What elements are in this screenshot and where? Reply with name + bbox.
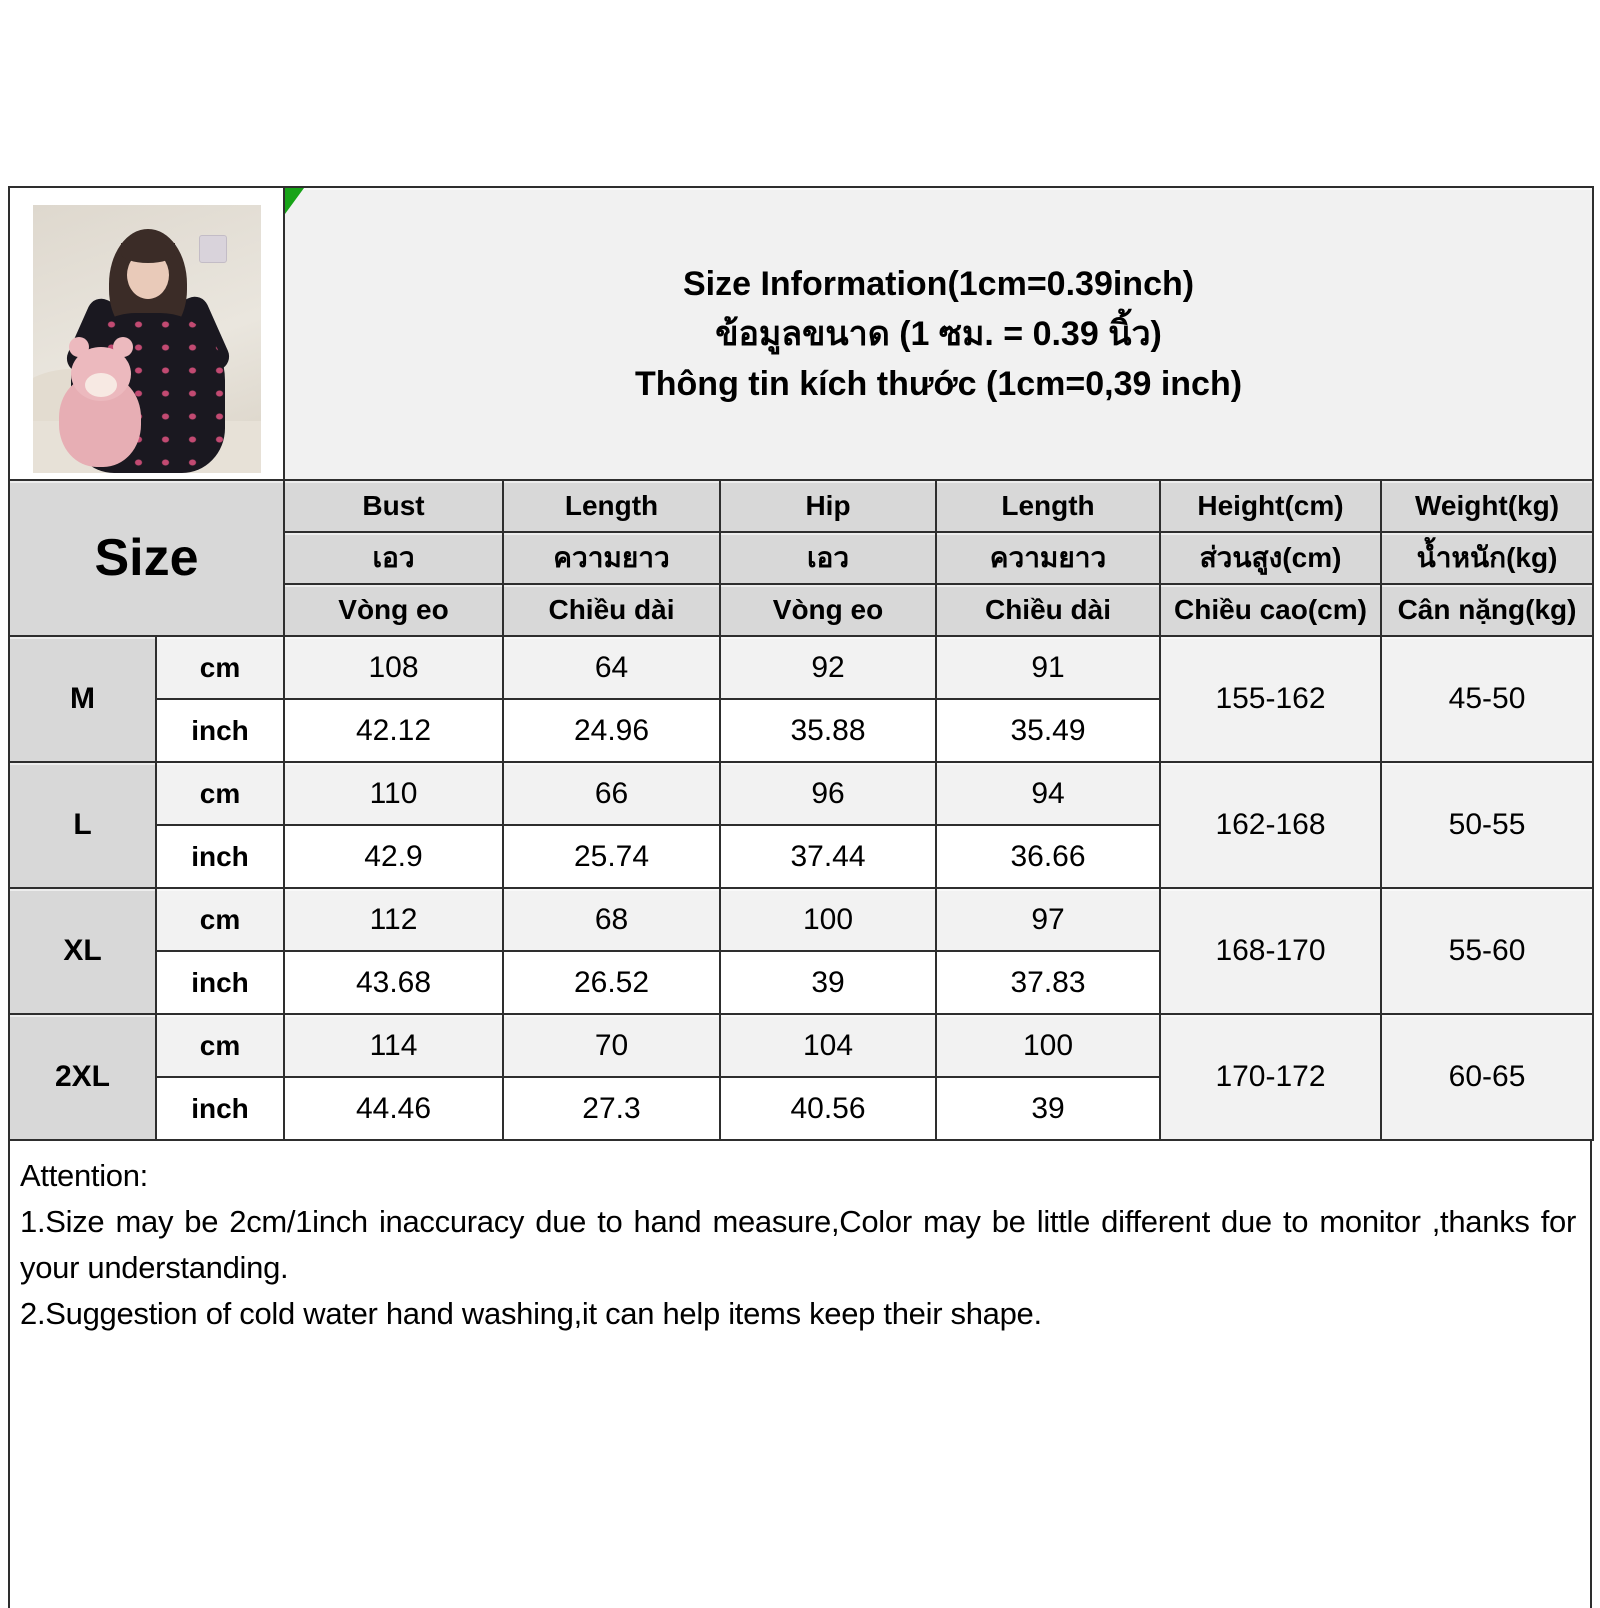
title-cell (284, 187, 1593, 480)
col-header-length2-vi: Chiều dài (936, 584, 1160, 636)
attention-line-1: 1.Size may be 2cm/1inch inaccuracy due to hand measure,Color may be little different due to monitor ,thanks for your understanding. (20, 1204, 1576, 1285)
unit-cm: cm (156, 888, 284, 951)
cell-2xl-hip-inch: 40.56 (720, 1077, 936, 1140)
cell-xl-height: 168-170 (1160, 888, 1381, 1014)
col-header-length2-th: ความยาว (936, 532, 1160, 584)
unit-cm: cm (156, 636, 284, 699)
cell-xl-bust-cm: 112 (284, 888, 503, 951)
size-table (8, 186, 1594, 1141)
cell-xl-length-cm: 68 (503, 888, 720, 951)
cell-m-hip-cm: 92 (720, 636, 936, 699)
teddy-bear-snout-shape (85, 373, 117, 397)
cell-m-weight: 45-50 (1381, 636, 1593, 762)
col-header-height-vi: Chiều cao(cm) (1160, 584, 1381, 636)
cell-2xl-length-cm: 70 (503, 1014, 720, 1077)
col-header-bust-vi: Vòng eo (284, 584, 503, 636)
cell-xl-length2-cm: 97 (936, 888, 1160, 951)
col-header-weight-vi: Cân nặng(kg) (1381, 584, 1593, 636)
title-vietnamese: Thông tin kích thước (1cm=0,39 inch) (635, 364, 1243, 403)
size-label-m: M (9, 636, 156, 762)
cell-l-hip-cm: 96 (720, 762, 936, 825)
cell-xl-length-inch: 26.52 (503, 951, 720, 1014)
size-label-l: L (9, 762, 156, 888)
cell-2xl-weight: 60-65 (1381, 1014, 1593, 1140)
cell-2xl-bust-inch: 44.46 (284, 1077, 503, 1140)
cell-m-length2-inch: 35.49 (936, 699, 1160, 762)
size-label-xl: XL (9, 888, 156, 1014)
unit-inch: inch (156, 1077, 284, 1140)
cell-2xl-hip-cm: 104 (720, 1014, 936, 1077)
cell-m-length2-cm: 91 (936, 636, 1160, 699)
green-corner-marker-icon (285, 188, 304, 214)
cell-l-weight: 50-55 (1381, 762, 1593, 888)
unit-inch: inch (156, 825, 284, 888)
col-header-bust-en: Bust (284, 480, 503, 532)
attention-note (8, 1141, 1592, 1608)
cell-l-bust-inch: 42.9 (284, 825, 503, 888)
cell-m-length-cm: 64 (503, 636, 720, 699)
cell-m-bust-inch: 42.12 (284, 699, 503, 762)
cell-2xl-length-inch: 27.3 (503, 1077, 720, 1140)
title-thai: ข้อมูลขนาด (1 ซม. = 0.39 นิ้ว) (715, 314, 1162, 353)
cell-m-bust-cm: 108 (284, 636, 503, 699)
cell-xl-length2-inch: 37.83 (936, 951, 1160, 1014)
model-fringe-shape (121, 243, 175, 263)
col-header-length-vi: Chiều dài (503, 584, 720, 636)
cell-l-hip-inch: 37.44 (720, 825, 936, 888)
col-header-hip-th: เอว (720, 532, 936, 584)
cell-m-height: 155-162 (1160, 636, 1381, 762)
unit-inch: inch (156, 951, 284, 1014)
col-header-length2-en: Length (936, 480, 1160, 532)
col-header-hip-vi: Vòng eo (720, 584, 936, 636)
cell-m-hip-inch: 35.88 (720, 699, 936, 762)
unit-cm: cm (156, 1014, 284, 1077)
cell-l-length-cm: 66 (503, 762, 720, 825)
cell-m-length-inch: 24.96 (503, 699, 720, 762)
unit-inch: inch (156, 699, 284, 762)
size-chart-sheet (8, 186, 1592, 1608)
col-header-height-th: ส่วนสูง(cm) (1160, 532, 1381, 584)
cell-xl-hip-cm: 100 (720, 888, 936, 951)
cell-xl-hip-inch: 39 (720, 951, 936, 1014)
col-header-hip-en: Hip (720, 480, 936, 532)
size-column-header: Size (9, 480, 284, 636)
cell-l-length2-inch: 36.66 (936, 825, 1160, 888)
col-header-weight-en: Weight(kg) (1381, 480, 1593, 532)
product-photo (33, 205, 261, 473)
col-header-length-en: Length (503, 480, 720, 532)
cell-l-bust-cm: 110 (284, 762, 503, 825)
cell-l-height: 162-168 (1160, 762, 1381, 888)
cell-2xl-bust-cm: 114 (284, 1014, 503, 1077)
wall-switch-shape (199, 235, 227, 263)
cell-l-length2-cm: 94 (936, 762, 1160, 825)
cell-l-length-inch: 25.74 (503, 825, 720, 888)
cell-2xl-length2-cm: 100 (936, 1014, 1160, 1077)
size-label-2xl: 2XL (9, 1014, 156, 1140)
cell-xl-bust-inch: 43.68 (284, 951, 503, 1014)
attention-line-2: 2.Suggestion of cold water hand washing,it can help items keep their shape. (20, 1296, 1042, 1331)
col-header-bust-th: เอว (284, 532, 503, 584)
cell-2xl-height: 170-172 (1160, 1014, 1381, 1140)
title-english: Size Information(1cm=0.39inch) (682, 264, 1195, 303)
attention-heading: Attention: (20, 1158, 148, 1193)
col-header-height-en: Height(cm) (1160, 480, 1381, 532)
product-photo-cell (9, 187, 284, 480)
unit-cm: cm (156, 762, 284, 825)
cell-2xl-length2-inch: 39 (936, 1077, 1160, 1140)
cell-xl-weight: 55-60 (1381, 888, 1593, 1014)
col-header-length-th: ความยาว (503, 532, 720, 584)
col-header-weight-th: น้ำหนัก(kg) (1381, 532, 1593, 584)
